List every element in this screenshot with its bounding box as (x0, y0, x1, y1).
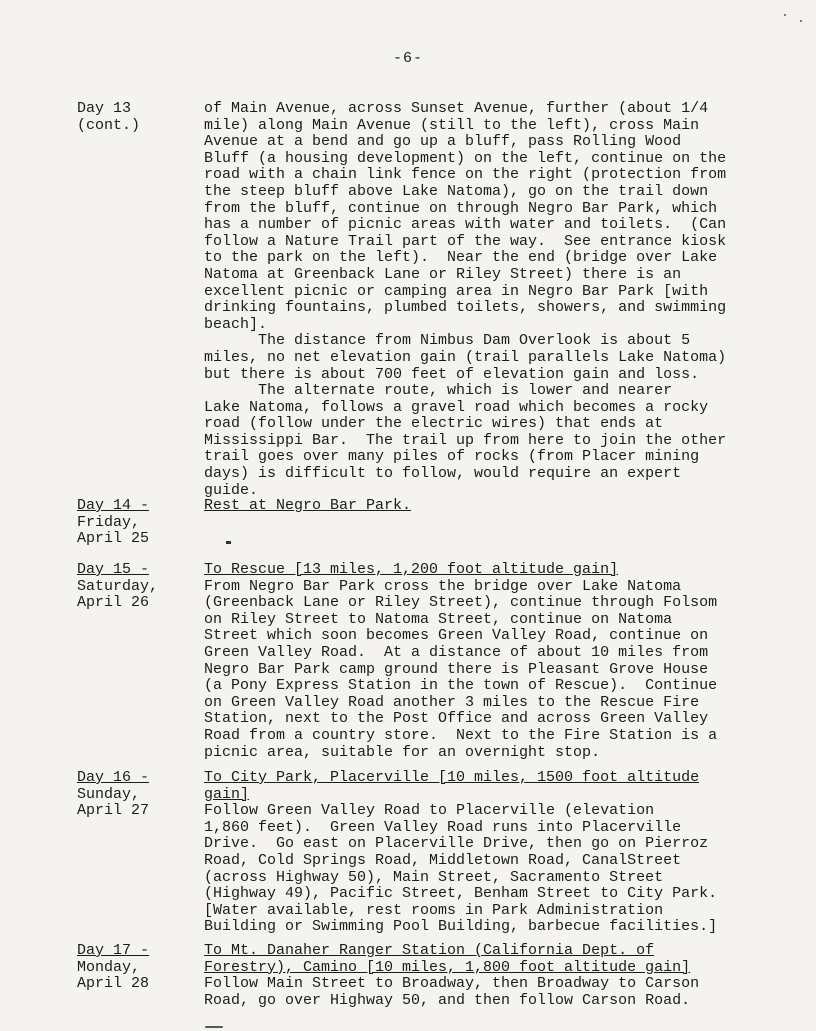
day-label-line: Day 14 - (77, 497, 150, 514)
day-heading: Rest at Negro Bar Park. (204, 497, 412, 514)
description-paragraph: of Main Avenue, across Sunset Avenue, further (about 1/4 mile) along Main Avenue (still to the left), cross Main Avenue at a bend and go up a bluff, pass Rolling Wood Bluff (a housing development) on the left, continue on the road with a chain link fence on the right (protection from the steep bluff above Lake Natoma), go on the trail down from the bluff, continue on through Negro Bar Park, which has a number of picnic areas with water and toilets. (Can follow a Nature Trail part of the way. See entrance kiosk to the park on the left). Near the end (bridge over Lake Natoma at Greenback Lane or Riley Street) there is an excellent picnic or camping area in Negro Bar Park [with drinking fountains, plumbed toilets, showers, and swimming beach]. (204, 100, 727, 333)
stray-mark (226, 541, 231, 544)
scan-speck (205, 1026, 223, 1028)
day-label (77, 770, 197, 820)
day-heading: Forestry), Camino [10 miles, 1,800 foot altitude gain] (204, 958, 691, 976)
day-heading: To City Park, Placerville [10 miles, 1500 foot altitude (204, 769, 700, 786)
day-label (77, 498, 197, 548)
day-label-line: Day 13 (77, 100, 132, 117)
day-label-line: Day 15 - (77, 561, 150, 578)
day-description (204, 562, 784, 761)
day-label-line: Saturday, (77, 577, 159, 595)
description-paragraph: From Negro Bar Park cross the bridge over Lake Natoma (Greenback Lane or Riley Street), continue through Folsom on Riley Street to Natoma Street, continue on Natoma Street which soon becomes Green Valley Road, continue on Green Valley Road. At a distance of about 10 miles from Negro Bar Park camp ground there is Pleasant Grove House (a Pony Express Station in the town of Rescue). Continue on Green Valley Road another 3 miles to the Rescue Fire Station, next to the Post Office and across Green Valley Road from a country store. Next to the Fire Station is a picnic area, suitable for an overnight stop. (204, 577, 718, 761)
day-heading: gain] (204, 785, 250, 803)
day-label-line: April 25 (77, 530, 150, 548)
day-label-line: Day 17 - (77, 942, 150, 959)
day-label-line: Sunday, (77, 785, 141, 803)
day-description (204, 498, 784, 515)
scan-speck (800, 20, 802, 22)
description-paragraph: The alternate route, which is lower and nearer Lake Natoma, follows a gravel road which becomes a rocky road (follow under the electric wires) that ends at Mississippi Bar. The trail up from here to join the other trail goes over many piles of rocks (from Placer mining days) is difficult to follow, would require an expert guide. (204, 382, 727, 499)
day-description (204, 943, 784, 1009)
day-description (204, 101, 784, 499)
scan-speck (784, 14, 786, 16)
day-label (77, 562, 197, 612)
day-label-line: April 28 (77, 975, 150, 993)
day-label-line: April 27 (77, 802, 150, 820)
day-description (204, 770, 784, 936)
day-label-line: April 26 (77, 594, 150, 612)
day-heading: To Mt. Danaher Ranger Station (California Dept. of (204, 942, 655, 959)
day-heading: To Rescue [13 miles, 1,200 foot altitude gain] (204, 561, 619, 578)
day-label-line: (cont.) (77, 116, 141, 134)
day-label-line: Friday, (77, 513, 141, 531)
page-number: -6- (392, 50, 423, 67)
day-label (77, 943, 197, 993)
day-label (77, 101, 197, 134)
day-label-line: Day 16 - (77, 769, 150, 786)
description-paragraph: Follow Main Street to Broadway, then Broadway to Carson Road, go over Highway 50, and then follow Carson Road. (204, 975, 700, 1009)
day-label-line: Monday, (77, 958, 141, 976)
description-paragraph: Follow Green Valley Road to Placerville (elevation 1,860 feet). Green Valley Road runs into Placerville Drive. Go east on Placerville Drive, then go on Pierroz Road, Cold Springs Road, Middletown Road, CanalStreet (across Highway 50), Main Street, Sacramento Street (Highway 49), Pacific Street, Benham Street to City Park. [Water available, rest rooms in Park Administration Building or Swimming Pool Building, barbecue facilities.] (204, 802, 718, 936)
description-paragraph: The distance from Nimbus Dam Overlook is about 5 miles, no net elevation gain (trail parallels Lake Natoma) but there is about 700 feet of elevation gain and loss. (204, 332, 727, 383)
